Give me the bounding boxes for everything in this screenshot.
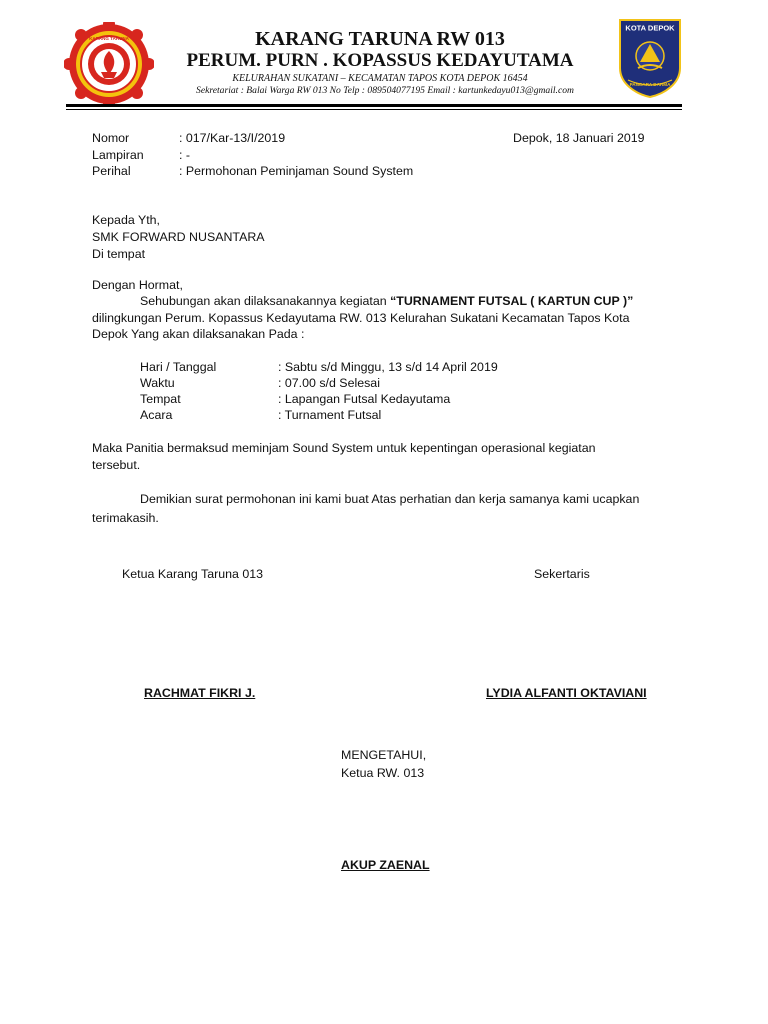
detail-label: Waktu [140,376,175,390]
kota-depok-logo [618,18,682,98]
place-date: Depok, 18 Januari 2019 [513,131,645,145]
recipient-name: SMK FORWARD NUSANTARA [92,230,265,244]
detail-label: Acara [140,408,173,422]
letterhead-rule-thin [66,109,682,110]
org-secretariat: Sekretariat : Balai Warga RW 013 No Telp : 089504077195 Email : kartunkedayu013@gmail.com [196,85,574,96]
right-signatory-name: LYDIA ALFANTI OKTAVIANI [486,686,647,700]
detail-value: : Sabtu s/d Minggu, 13 s/d 14 April 2019 [278,360,498,374]
recipient-location: Di tempat [92,247,146,261]
paragraph-1-line-1 [140,293,633,309]
left-signatory-name: RACHMAT FIKRI J. [144,686,256,700]
paragraph-1-line-3: Depok Yang akan dilaksanakan Pada : [92,327,305,341]
paragraph-1-line-2: dilingkungan Perum. Kopassus Kedayutama RW. 013 Kelurahan Sukatani Kecamatan Tapos Kota [92,311,630,325]
detail-value: : Turnament Futsal [278,408,382,422]
detail-value: : Lapangan Futsal Kedayutama [278,392,451,406]
nomor-label: Nomor [92,131,130,145]
greeting: Dengan Hormat, [92,278,183,292]
nomor-value: : 017/Kar-13/I/2019 [179,131,286,145]
perihal-value: : Permohonan Peminjaman Sound System [179,164,414,178]
left-signatory-title: Ketua Karang Taruna 013 [122,567,263,581]
depok-motto-text: PANCARA DARMA [629,82,671,87]
paragraph-2-line-1: Maka Panitia bermaksud meminjam Sound System untuk kepentingan operasional kegiatan [92,441,596,455]
event-name: “TURNAMENT FUTSAL ( KARTUN CUP )” [390,294,634,308]
paragraph-3-line-2: terimakasih. [92,511,159,525]
acknowledgement-title: Ketua RW. 013 [341,766,425,780]
logo-arc-text: KARANG TARUNA [89,36,129,41]
right-signatory-title: Sekertaris [534,567,590,581]
paragraph-1-intro: Sehubungan akan dilaksanakannya kegiatan [140,294,391,308]
org-subtitle: PERUM. PURN . KOPASSUS KEDAYUTAMA [186,50,574,71]
recipient-salutation: Kepada Yth, [92,213,160,227]
acknowledgement-label: MENGETAHUI, [341,748,427,762]
perihal-label: Perihal [92,164,131,178]
acknowledgement-name: AKUP ZAENAL [341,858,430,872]
depok-logo-text: KOTA DEPOK [625,23,675,33]
lampiran-label: Lampiran [92,148,144,162]
detail-value: : 07.00 s/d Selesai [278,376,380,390]
detail-label: Hari / Tanggal [140,360,217,374]
org-address: KELURAHAN SUKATANI – KECAMATAN TAPOS KOTA DEPOK 16454 [232,73,528,84]
letterhead-rule-thick [66,104,682,107]
detail-label: Tempat [140,392,181,406]
paragraph-2-line-2: tersebut. [92,458,141,472]
org-title: KARANG TARUNA RW 013 [255,28,505,50]
paragraph-3-line-1: Demikian surat permohonan ini kami buat Atas perhatian dan kerja samanya kami ucapkan [140,492,640,506]
lampiran-value: : - [179,148,191,162]
